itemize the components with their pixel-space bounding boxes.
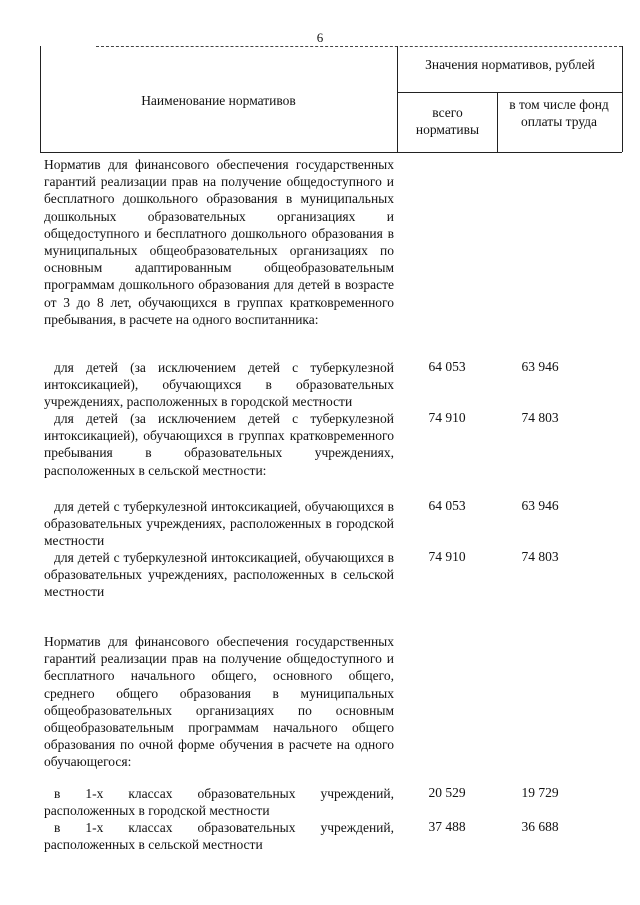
header-right-border [622,46,623,152]
header-values-col: Значения нормативов, рублей [425,57,595,72]
section-2-row-1-wage: 19 729 [521,785,559,800]
header-name-col: Наименование нормативов [141,93,296,108]
section-2-row-2-label: в 1-х классах образовательных учреждений, расположенных в сельской местности [44,820,394,853]
section-1-row-2-total: 74 910 [428,410,466,425]
section-1-row-4-wage: 74 803 [521,549,559,564]
section-1-row-3-label: для детей с туберкулезной интоксикацией, обучающихся в образовательных учреждениях, расположенных в городской местности [44,499,394,549]
section-2-row-1-total: 20 529 [428,785,466,800]
section-2-row-2-total: 37 488 [428,819,466,834]
header-subcol-divider [497,92,498,152]
section-1-title: Норматив для финансового обеспечения государственных гарантий реализации прав на получение общедоступного и бесплатного дошкольного образования в муниципальных дошкольных образовательных организациях и общедоступного и бесплатного дошкольного образования в муниципальных общеобразовательных организациях по основным адаптированным общеобразовательным программам дошкольного образования для детей в возрасте от 3 до 8 лет, обучающихся в группах кратковременного пребывания, в расчете на одного воспитанника: [44,157,394,327]
section-2-row-1-label: в 1-х классах образовательных учреждений, расположенных в городской местности [44,786,394,819]
section-1-row-4-total: 74 910 [428,549,466,564]
section-1-row-2-label: для детей (за исключением детей с туберкулезной интоксикацией), обучающихся в группах кратковременного пребывания в образовательных учреждениях, расположенных в сельской местности: [44,411,394,478]
section-1-row-4-label: для детей с туберкулезной интоксикацией, обучающихся в образовательных учреждениях, расположенных в сельской местности [44,550,394,600]
header-bottom-border [40,152,622,153]
header-col-divider [397,46,398,152]
section-2-title: Норматив для финансового обеспечения государственных гарантий реализации прав на получение общедоступного и бесплатного начального общего, основного общего, среднего общего образования в муниципальных общеобразовательных организациях по основным общеобразовательным программам начального общего образования по очной форме обучения в расчете на одного обучающегося: [44,634,394,770]
header-total-col: всего нормативы [415,105,480,137]
section-1-row-3-total: 64 053 [428,498,466,513]
section-1-row-1-label: для детей (за исключением детей с туберкулезной интоксикацией), обучающихся в образовательных учреждениях, расположенных в городской местности [44,360,394,410]
section-1-row-3-wage: 63 946 [521,498,559,513]
section-2-row-2-wage: 36 688 [521,819,559,834]
page-number: 6 [316,30,324,45]
header-sub-divider [397,92,622,93]
section-1-row-1-total: 64 053 [428,359,466,374]
section-1-row-2-wage: 74 803 [521,410,559,425]
header-top-border [96,46,622,47]
section-1-row-1-wage: 63 946 [521,359,559,374]
header-wage-col: в том числе фонд оплаты труда [509,97,609,129]
